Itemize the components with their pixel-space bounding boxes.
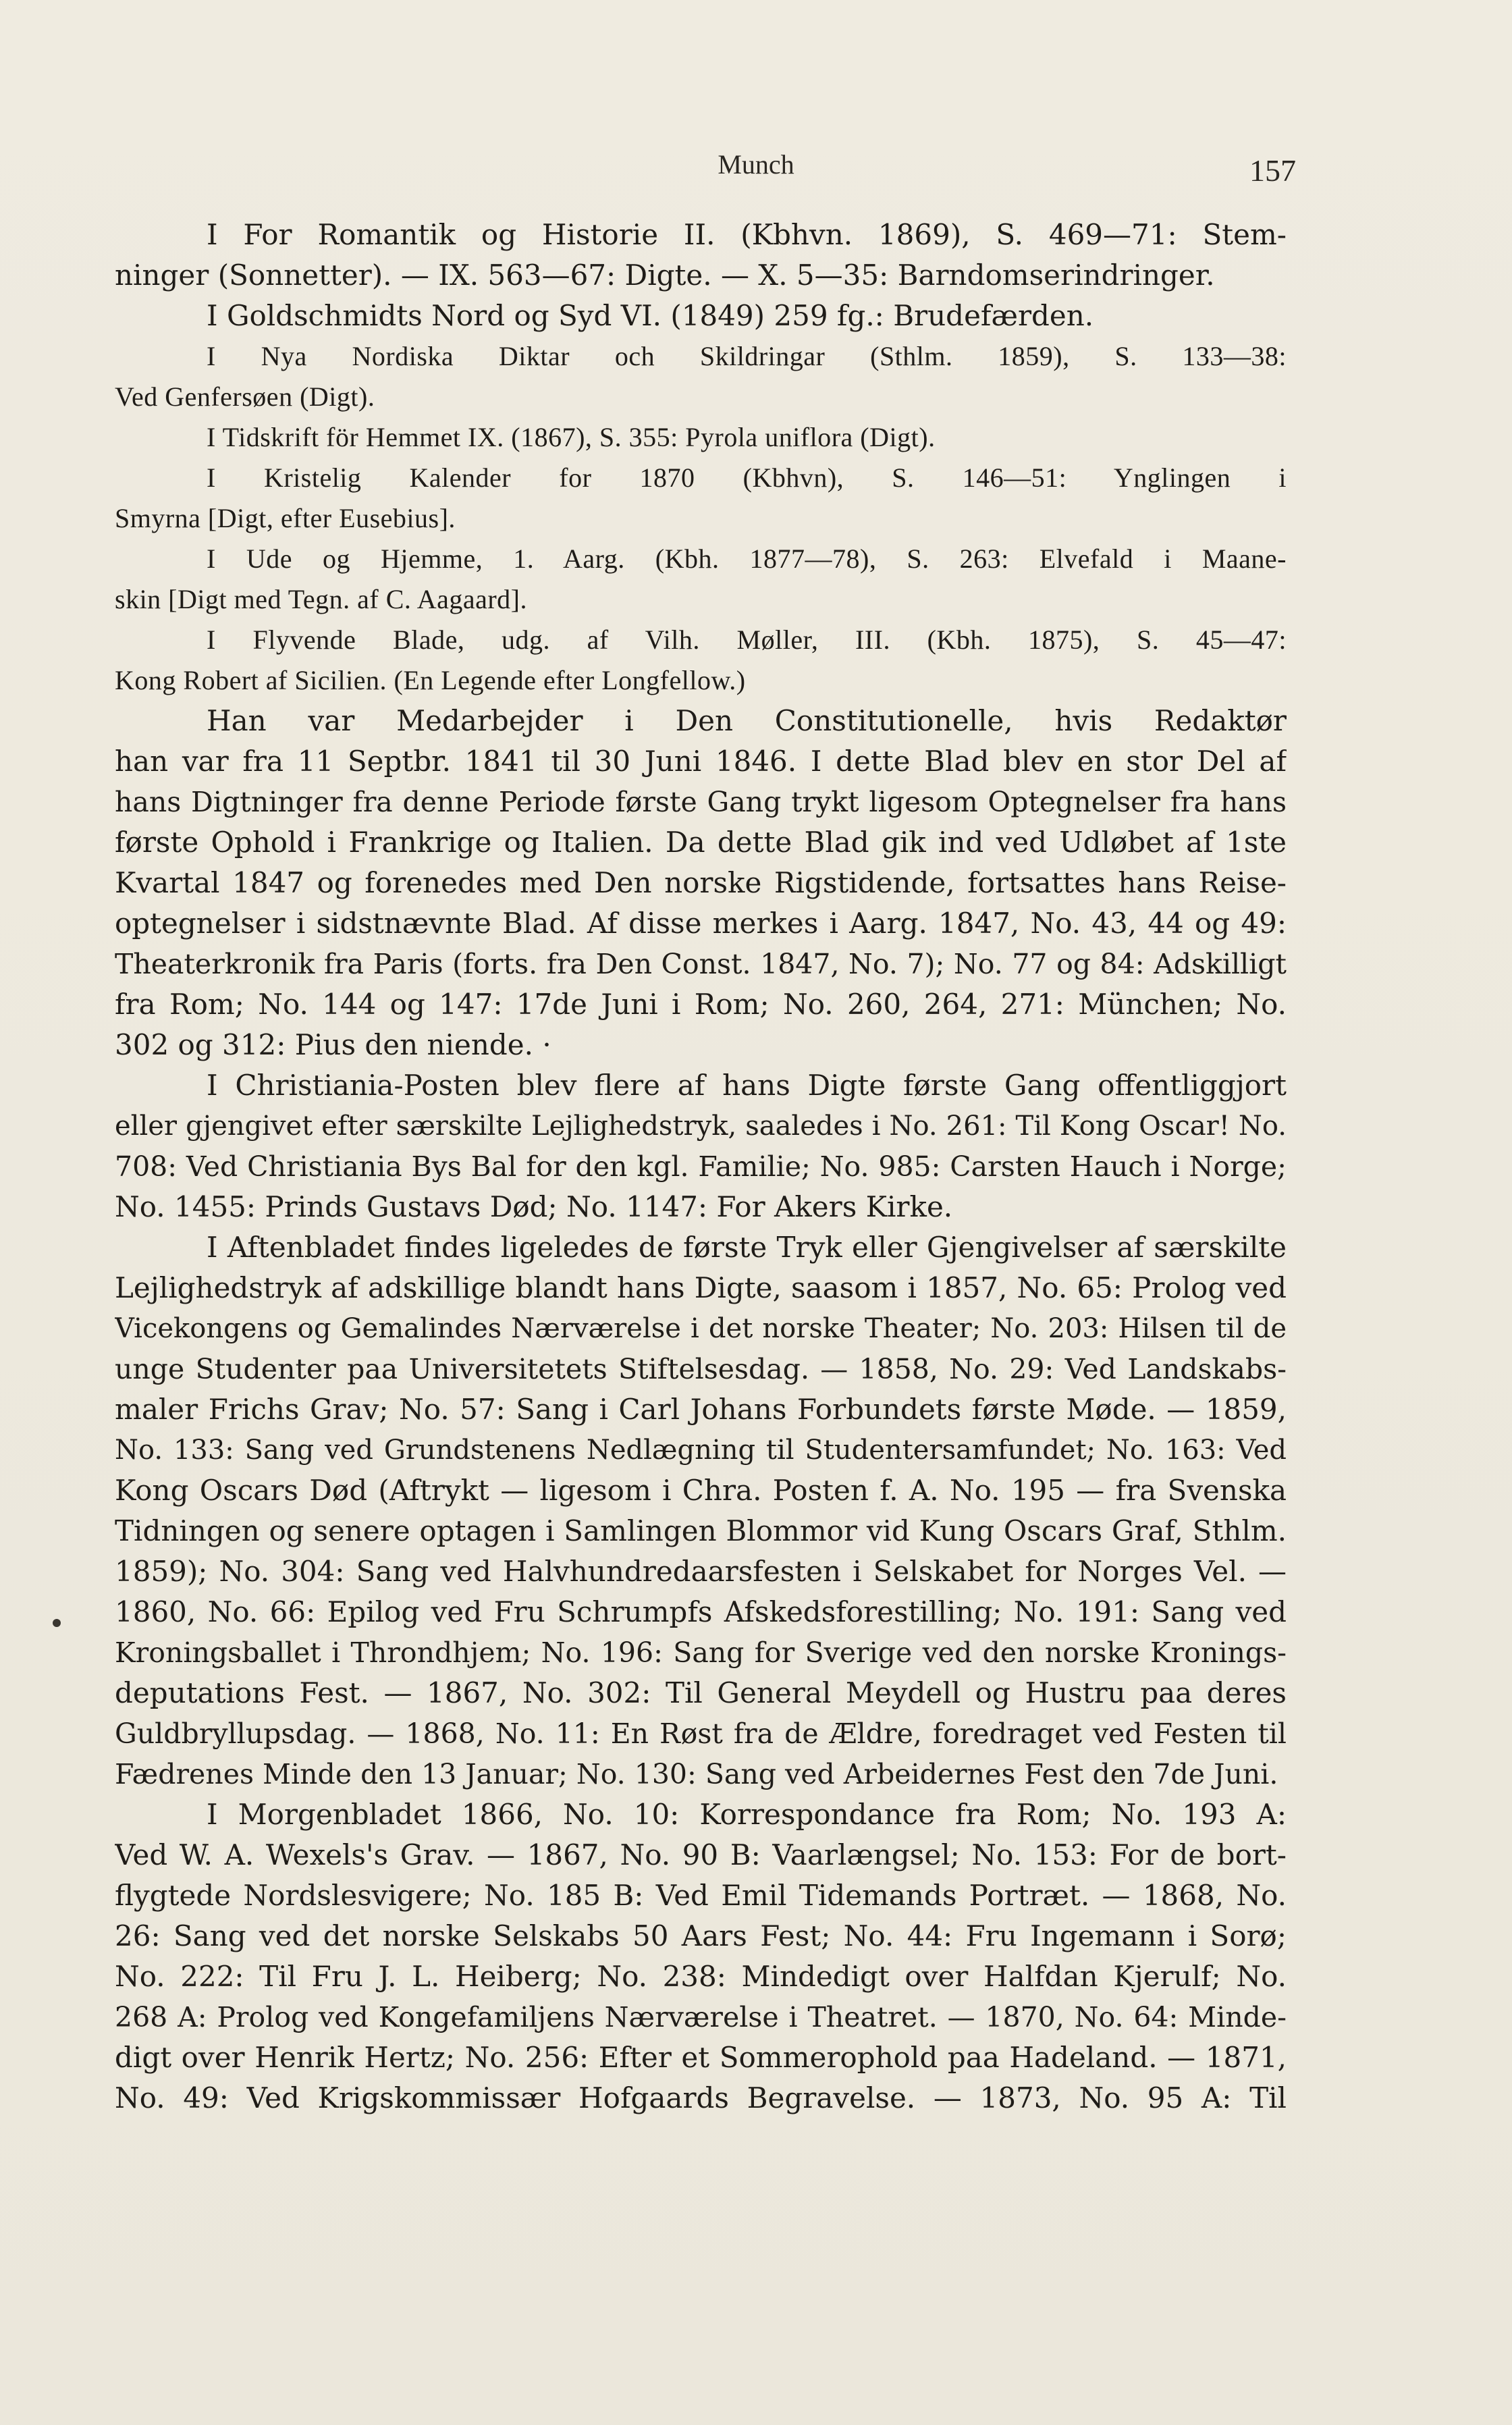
text-line: I Morgenbladet 1866, No. 10: Korrespondance fra Rom; No. 193 A: bbox=[207, 1798, 1287, 1831]
text-line: han var fra 11 Septbr. 1841 til 30 Juni 1846. I dette Blad blev en stor Del af bbox=[115, 745, 1287, 778]
text-line: Theaterkronik fra Paris (forts. fra Den Const. 1847, No. 7); No. 77 og 84: Adskilligt bbox=[115, 948, 1287, 980]
text-line: Kroningsballet i Throndhjem; No. 196: Sang for Sverige ved den norske Kronings- bbox=[115, 1636, 1287, 1669]
text-line: I Tidskrift för Hemmet IX. (1867), S. 355: Pyrola uniflora (Digt). bbox=[207, 422, 936, 452]
text-line: I Aftenbladet findes ligeledes de første Tryk eller Gjengivelser af særskilte bbox=[207, 1231, 1287, 1264]
text-line: flygtede Nordslesvigere; No. 185 B: Ved Emil Tidemands Portræt. — 1868, No. bbox=[115, 1879, 1287, 1912]
text-line: fra Rom; No. 144 og 147: 17de Juni i Rom; No. 260, 264, 271: München; No. bbox=[115, 988, 1287, 1021]
text-line: maler Frichs Grav; No. 57: Sang i Carl Johans Forbundets første Møde. — 1859, bbox=[115, 1393, 1287, 1426]
text-column bbox=[115, 215, 1287, 2267]
text-line: No. 133: Sang ved Grundstenens Nedlægning til Studentersamfundet; No. 163: Ved bbox=[115, 1435, 1287, 1466]
text-line: Lejlighedstryk af adskillige blandt hans Digte, saasom i 1857, No. 65: Prolog ved bbox=[115, 1271, 1287, 1304]
margin-mark bbox=[53, 1619, 61, 1627]
text-line: No. 49: Ved Krigskommissær Hofgaards Begravelse. — 1873, No. 95 A: Til bbox=[115, 2081, 1287, 2114]
text-line: 1859); No. 304: Sang ved Halvhundredaarsfesten i Selskabet for Norges Vel. — bbox=[115, 1555, 1287, 1588]
text-line: I For Romantik og Historie II. (Kbhvn. 1869), S. 469—71: Stem- bbox=[207, 218, 1287, 251]
text-line: hans Digtninger fra denne Periode første Gang trykt ligesom Optegnelser fra hans bbox=[115, 786, 1287, 818]
page-number: 157 bbox=[1249, 153, 1296, 188]
text-line: Han var Medarbejder i Den Constitutionelle, hvis Redaktør bbox=[207, 704, 1287, 737]
text-line: 26: Sang ved det norske Selskabs 50 Aars Fest; No. 44: Fru Ingemann i Sorø; bbox=[115, 1919, 1287, 1952]
text-line: første Ophold i Frankrige og Italien. Da dette Blad gik ind ved Udløbet af 1ste bbox=[115, 826, 1287, 859]
text-line: I Goldschmidts Nord og Syd VI. (1849) 259 fg.: Brudefærden. bbox=[207, 299, 1094, 332]
text-line: Fædrenes Minde den 13 Januar; No. 130: Sang ved Arbeidernes Fest den 7de Juni. bbox=[115, 1758, 1278, 1790]
text-line: Vicekongens og Gemalindes Nærværelse i det norske Theater; No. 203: Hilsen til de bbox=[115, 1313, 1287, 1344]
text-line: Kvartal 1847 og forenedes med Den norske Rigstidende, fortsattes hans Reise- bbox=[115, 866, 1287, 899]
text-line: unge Studenter paa Universitetets Stiftelsesdag. — 1858, No. 29: Ved Landskabs- bbox=[115, 1353, 1287, 1385]
running-head: Munch bbox=[718, 149, 794, 180]
text-line: No. 222: Til Fru J. L. Heiberg; No. 238: Mindedigt over Halfdan Kjerulf; No. bbox=[115, 1960, 1287, 1993]
text-line: Ved W. A. Wexels's Grav. — 1867, No. 90 B: Vaarlængsel; No. 153: For de bort- bbox=[115, 1838, 1287, 1871]
text-line: Guldbryllupsdag. — 1868, No. 11: En Røst fra de Ældre, foredraget ved Festen til bbox=[115, 1717, 1287, 1750]
text-line: ninger (Sonnetter). — IX. 563—67: Digte. — X. 5—35: Barndomserindringer. bbox=[115, 259, 1215, 292]
text-line: I Christiania-Posten blev flere af hans Digte første Gang offentliggjort bbox=[207, 1069, 1287, 1102]
text-line: digt over Henrik Hertz; No. 256: Efter et Sommerophold paa Hadeland. — 1871, bbox=[115, 2041, 1287, 2074]
text-line: eller gjengivet efter særskilte Lejlighedstryk, saaledes i No. 261: Til Kong Oscar! No. bbox=[115, 1111, 1287, 1142]
text-line: Kong Oscars Død (Aftrykt — ligesom i Chra. Posten f. A. No. 195 — fra Svenska bbox=[115, 1474, 1287, 1507]
text-line: optegnelser i sidstnævnte Blad. Af disse merkes i Aarg. 1847, No. 43, 44 og 49: bbox=[115, 907, 1287, 940]
text-line: deputations Fest. — 1867, No. 302: Til General Meydell og Hustru paa deres bbox=[115, 1676, 1287, 1709]
text-line: Kong Robert af Sicilien. (En Legende efter Longfellow.) bbox=[115, 665, 746, 695]
text-line: I Ude og Hjemme, 1. Aarg. (Kbh. 1877—78), S. 263: Elvefald i Maane- bbox=[207, 543, 1287, 574]
text-line: I Kristelig Kalender for 1870 (Kbhvn), S. 146—51: Ynglingen i bbox=[207, 462, 1287, 493]
text-line: 268 A: Prolog ved Kongefamiljens Nærværelse i Theatret. — 1870, No. 64: Minde- bbox=[115, 2001, 1287, 2033]
text-line: I Nya Nordiska Diktar och Skildringar (Sthlm. 1859), S. 133—38: bbox=[207, 341, 1287, 371]
text-line: No. 1455: Prinds Gustavs Død; No. 1147: For Akers Kirke. bbox=[115, 1190, 953, 1223]
text-line: skin [Digt med Tegn. af C. Aagaard]. bbox=[115, 584, 527, 614]
text-line: 708: Ved Christiania Bys Bal for den kgl. Familie; No. 985: Carsten Hauch i Norge; bbox=[115, 1150, 1287, 1183]
text-line: 1860, No. 66: Epilog ved Fru Schrumpfs Afskedsforestilling; No. 191: Sang ved bbox=[115, 1595, 1287, 1628]
text-line: I Flyvende Blade, udg. af Vilh. Møller, III. (Kbh. 1875), S. 45—47: bbox=[207, 624, 1287, 655]
text-line: Smyrna [Digt, efter Eusebius]. bbox=[115, 503, 456, 533]
text-line: Ved Genfersøen (Digt). bbox=[115, 381, 375, 412]
text-line: Tidningen og senere optagen i Samlingen Blommor vid Kung Oscars Graf, Sthlm. bbox=[115, 1514, 1287, 1547]
text-line: 302 og 312: Pius den niende. · bbox=[115, 1028, 551, 1061]
